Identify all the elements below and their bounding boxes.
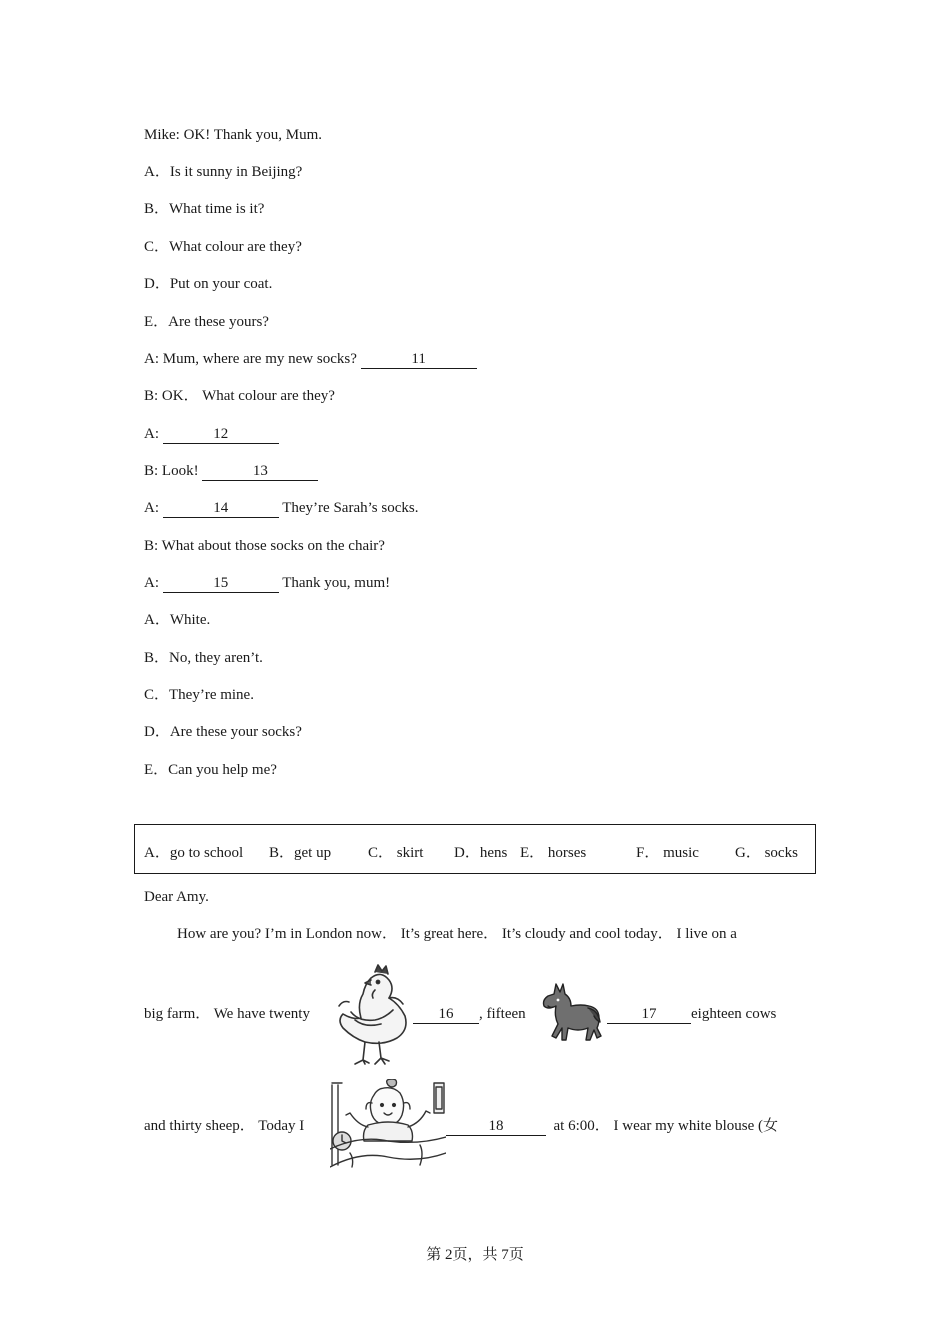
letter-line-2-end	[607, 1004, 776, 1024]
dialogue2-line-4	[144, 461, 318, 481]
girl-getting-up-picture	[330, 1079, 446, 1169]
blank-12[interactable]: 12	[163, 426, 279, 444]
dialogue-text: B: Look!	[144, 463, 199, 479]
blank-18[interactable]: 18	[446, 1118, 546, 1136]
dialogue1-last-line: Mike: OK! Thank you, Mum.	[144, 127, 323, 143]
option1-d: D．Put on your coat.	[144, 276, 273, 292]
option1-b: B．What time is it?	[144, 201, 265, 217]
letter-line-2-mid	[413, 1004, 526, 1024]
dialogue2-line-6: B: What about those socks on the chair?	[144, 538, 385, 554]
word-option-d: D．hens	[454, 845, 508, 861]
letter-text: eighteen cows	[691, 1006, 777, 1022]
speaker-label: A:	[144, 500, 159, 516]
option2-b: B．No, they aren’t.	[144, 650, 263, 666]
word-option-b: B．get up	[269, 845, 332, 861]
word-bank-box	[134, 824, 816, 874]
blank-16[interactable]: 16	[413, 1006, 479, 1024]
word-option-a: A．go to school	[144, 845, 244, 861]
dialogue2-line-2: B: OK． What colour are they?	[144, 388, 335, 404]
word-option-g: G． socks	[735, 845, 798, 861]
letter-text: , fifteen	[479, 1006, 526, 1022]
letter-line-2-start: big farm． We have twenty	[144, 1006, 310, 1022]
dialogue2-line-5	[144, 498, 418, 518]
blank-17[interactable]: 17	[607, 1006, 691, 1024]
letter-line-3-start: and thirty sheep． Today I	[144, 1118, 305, 1134]
hen-picture	[331, 962, 411, 1066]
word-option-f: F． music	[636, 845, 699, 861]
option1-c: C．What colour are they?	[144, 239, 302, 255]
word-option-e: E． horses	[520, 845, 587, 861]
blank-14[interactable]: 14	[163, 500, 279, 518]
letter-line-3-end	[446, 1116, 778, 1136]
word-option-c: C． skirt	[368, 845, 424, 861]
speaker-label: A:	[144, 575, 159, 591]
dialogue2-line-3	[144, 424, 279, 444]
option2-c: C．They’re mine.	[144, 687, 254, 703]
dialogue2-line-1	[144, 349, 477, 369]
option2-d: D．Are these your socks?	[144, 724, 302, 740]
page-footer: 第 2页，共 7页	[426, 1247, 524, 1263]
dialogue-text: They’re Sarah’s socks.	[282, 500, 419, 516]
dialogue-text: A: Mum, where are my new socks?	[144, 351, 357, 367]
option2-e: E．Can you help me?	[144, 762, 277, 778]
option1-a: A．Is it sunny in Beijing?	[144, 164, 303, 180]
dialogue-text: Thank you, mum!	[282, 575, 391, 591]
letter-text: at 6:00． I wear my white blouse (女	[553, 1118, 779, 1134]
horse-picture	[540, 980, 602, 1044]
speaker-label: A:	[144, 426, 159, 442]
letter-paragraph-1: How are you? I’m in London now． It’s great here． It’s cloudy and cool today． I live on a	[177, 926, 737, 942]
option2-a: A．White.	[144, 612, 211, 628]
letter-greeting: Dear Amy.	[144, 889, 209, 905]
blank-11[interactable]: 11	[361, 351, 477, 369]
dialogue2-line-7	[144, 573, 390, 593]
option1-e: E．Are these yours?	[144, 314, 269, 330]
blank-15[interactable]: 15	[163, 575, 279, 593]
blank-13[interactable]: 13	[202, 463, 318, 481]
